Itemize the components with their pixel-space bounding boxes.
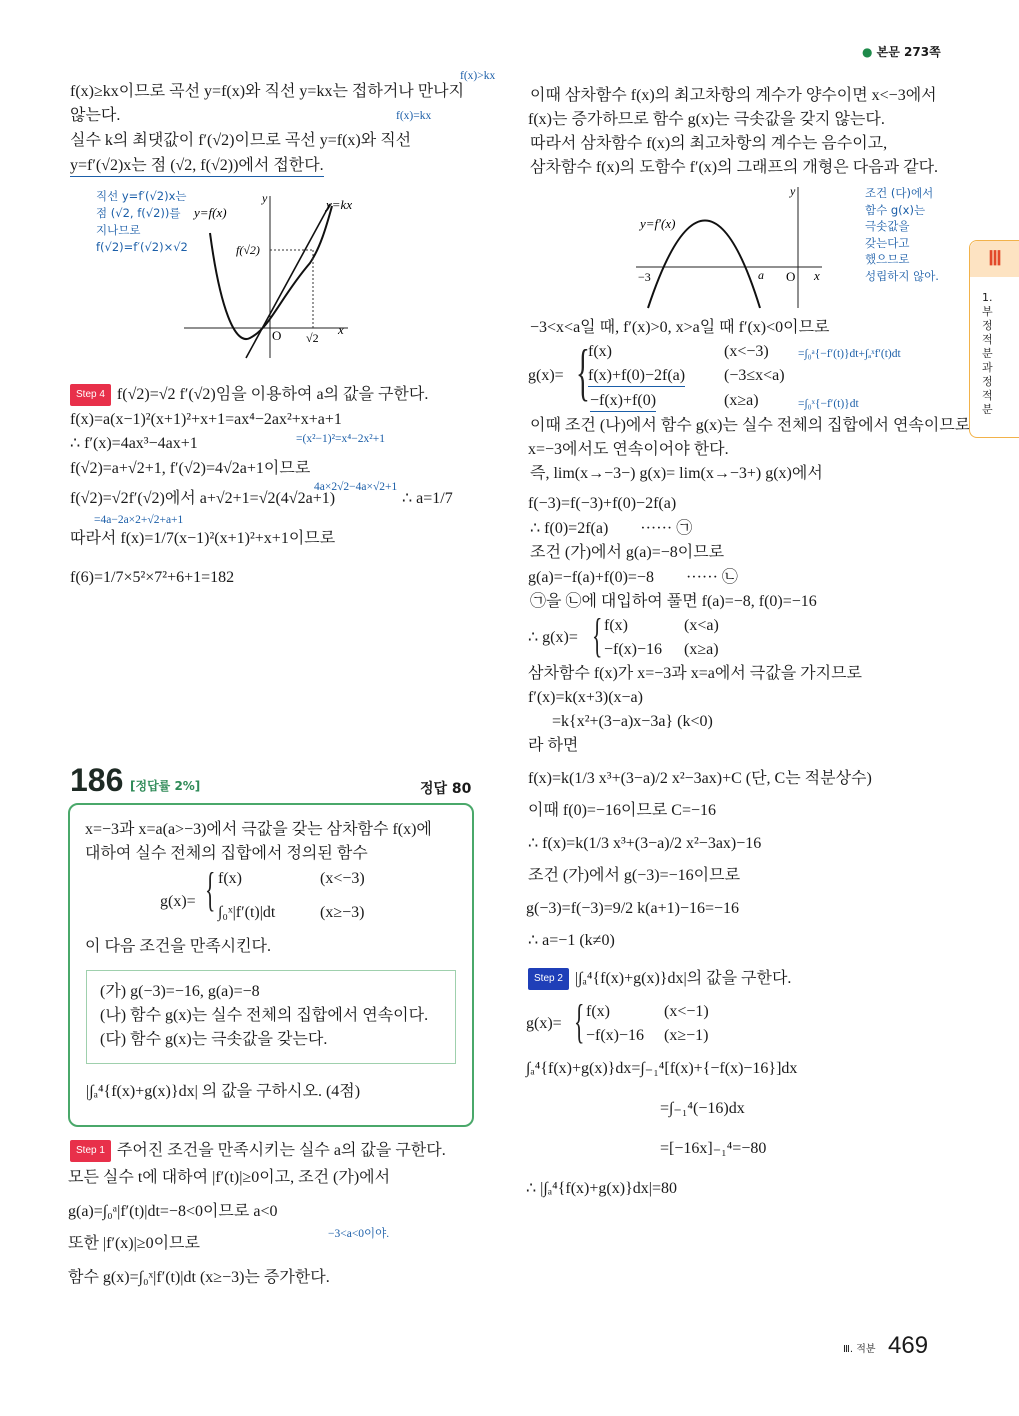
text-line: f(x)는 증가하므로 함수 g(x)는 극솟값을 갖지 않는다. xyxy=(528,111,885,128)
text-line: 이때 f(0)=−16이므로 C=−16 xyxy=(528,802,717,819)
x-tick: −3 xyxy=(638,270,651,284)
note-line: 극솟값을 xyxy=(865,219,910,233)
text-line: f(x)=a(x−1)²(x+1)²+x+1=ax⁴−2ax²+x+a+1 xyxy=(70,411,342,428)
correct-rate: [정답률 2%] xyxy=(130,779,201,793)
text-line: 또한 |f′(x)|≥0이므로 xyxy=(68,1235,200,1252)
text-line: 삼차함수 f(x)가 x=−3과 x=a에서 극값을 가지므로 xyxy=(528,665,862,682)
y-label: y xyxy=(262,191,268,205)
text-line: f(x)≥kx이므로 곡선 y=f(x)와 직선 y=kx는 접하거나 만나지 xyxy=(70,83,465,100)
step1-title: 주어진 조건을 만족시키는 실수 a의 값을 구한다. xyxy=(116,1142,446,1159)
g-case: −f(x)+f(0) xyxy=(590,391,656,412)
note-line: f(√2)=f′(√2)×√2 xyxy=(96,240,188,254)
graph-f-prime xyxy=(636,183,836,313)
text-line: ∴ f′(x)=4ax³−4ax+1 xyxy=(70,435,198,452)
annotation: =∫₀ᵃ{−f′(t)}dt+∫ₐˣf′(t)dt xyxy=(798,348,901,360)
condition: (가) g(−3)=−16, g(a)=−8 xyxy=(100,983,260,1000)
chapter-roman: Ⅲ xyxy=(970,241,1019,277)
page-reference-text: 본문 273쪽 xyxy=(876,45,941,59)
g-case: −f(x)−16 xyxy=(586,1027,645,1044)
graph-f-and-kx xyxy=(180,188,360,363)
text-line: f(√2)=a+√2+1, f′(√2)=4√2a+1이므로 xyxy=(70,460,311,477)
x-tick: √2 xyxy=(306,331,319,345)
problem-text: 대하여 실수 전체의 집합에서 정의된 함수 xyxy=(85,845,368,862)
text-line: 조건 (가)에서 g(a)=−8이므로 xyxy=(530,544,725,561)
g-lhs: g(x)= xyxy=(526,1015,562,1032)
text-line: y=f′(√2)x는 점 (√2, f(√2))에서 접한다. xyxy=(70,156,324,177)
text-line: 라 하면 xyxy=(528,737,579,754)
g-cond: (x<−3) xyxy=(320,870,365,887)
note-line: 조건 (다)에서 xyxy=(865,186,934,200)
problem-number: 186 xyxy=(70,762,124,798)
text-line: 따라서 삼차함수 f(x)의 최고차항의 계수는 음수이고, xyxy=(530,135,888,152)
g-lhs: ∴ g(x)= xyxy=(528,629,578,646)
text-line: g(a)=∫₀ᵃ|f′(t)|dt=−8<0이므로 a<0 xyxy=(68,1203,278,1220)
brace: { xyxy=(576,336,590,407)
text-line: 이때 삼차함수 f(x)의 최고차항의 계수가 양수이면 x<−3에서 xyxy=(530,87,937,104)
text-line: ∴ f(x)=k(1/3 x³+(3−a)/2 x²−3ax)−16 xyxy=(528,835,762,852)
y-label: y xyxy=(790,184,796,198)
curve-f xyxy=(210,206,332,339)
text-line: 삼차함수 f(x)의 도함수 f′(x)의 그래프의 개형은 다음과 같다. xyxy=(530,159,939,176)
g-cond: (x<−1) xyxy=(664,1003,709,1020)
text-line: =k{x²+(3−a)x−3a} (k<0) xyxy=(528,713,713,730)
step2-title: |∫ₐ⁴{f(x)+g(x)}dx|의 값을 구한다. xyxy=(574,970,792,987)
annotation: =∫₀ˣ{−f′(t)}dt xyxy=(798,398,859,410)
condition: (나) 함수 g(x)는 실수 전체의 집합에서 연속이다. xyxy=(100,1007,429,1024)
brace: { xyxy=(592,609,603,662)
text-line: g(a)=−f(a)+f(0)=−8 ······ ㉡ xyxy=(528,569,738,586)
page-number: 469 xyxy=(888,1332,929,1359)
annotation: =(x²−1)²=x⁴−2x²+1 xyxy=(296,433,385,445)
g-lhs: g(x)= xyxy=(528,367,564,384)
g-cond: (x≥−1) xyxy=(664,1027,709,1044)
g-case: f(x) xyxy=(604,617,628,634)
text-line: x=−3에서도 연속이어야 한다. xyxy=(528,441,729,458)
step4-title: f(√2)=√2 f′(√2)임을 이용하여 a의 값을 구한다. xyxy=(116,386,429,403)
text-line: f(x)=k(1/3 x³+(3−a)/2 x²−3ax)+C (단, C는 적분상수) xyxy=(528,770,872,787)
curve-f-prime xyxy=(648,221,760,309)
curve-label: y=f(x) xyxy=(194,205,227,220)
circle-icon: ● xyxy=(862,45,873,59)
annotation: f(x)=kx xyxy=(396,110,432,122)
problem-text: x=−3과 x=a(a>−3)에서 극값을 갖는 삼차함수 f(x)에 xyxy=(85,821,432,838)
g-lhs: g(x)= xyxy=(160,893,196,910)
annotation: f(x)>kx xyxy=(460,70,496,82)
text-line: f′(x)=k(x+3)(x−a) xyxy=(528,689,643,706)
text-line: ∴ |∫ₐ⁴{f(x)+g(x)}dx|=80 xyxy=(526,1180,677,1197)
condition-note xyxy=(865,185,939,284)
chapter-tab[interactable] xyxy=(969,240,1019,438)
note-line: 지나므로 xyxy=(96,223,141,237)
note-line: 했으므로 xyxy=(865,252,910,266)
note-line: 갖는다고 xyxy=(865,235,910,250)
text-line: 않는다. xyxy=(70,107,121,124)
text-line: ∫ₐ⁴{f(x)+g(x)}dx=∫₋₁⁴[f(x)+{−f(x)−16}]dx xyxy=(526,1060,798,1077)
text-line: 즉, lim(x→−3−) g(x)= lim(x→−3+) g(x)에서 xyxy=(530,465,823,482)
brace: { xyxy=(574,995,585,1048)
g-cond: (x<−3) xyxy=(724,343,769,360)
problem-text: 이 다음 조건을 만족시킨다. xyxy=(85,938,272,955)
step2-badge: Step 2 xyxy=(528,968,569,990)
note-line: 직선 y=f′(√2)x는 xyxy=(96,189,187,203)
x-label: x xyxy=(338,322,344,337)
text-line: =[−16x]₋₁⁴=−80 xyxy=(660,1140,767,1157)
text-line: 실수 k의 최댓값이 f′(√2)이므로 곡선 y=f(x)와 직선 xyxy=(70,132,412,149)
condition: (다) 함수 g(x)는 극솟값을 갖는다. xyxy=(100,1031,328,1048)
problem-question: |∫ₐ⁴{f(x)+g(x)}dx| 의 값을 구하시오. (4점) xyxy=(86,1083,361,1100)
text-line: f(√2)=√2f′(√2)에서 a+√2+1=√2(4√2a+1) xyxy=(70,490,336,507)
g-case: f(x) xyxy=(586,1003,610,1020)
g-case: f(x) xyxy=(588,343,612,360)
g-case: f(x)+f(0)−2f(a) xyxy=(588,366,685,387)
x-tick: a xyxy=(758,268,764,282)
text-line: =∫₋₁⁴(−16)dx xyxy=(660,1100,745,1117)
text-line: 이때 조건 (나)에서 함수 g(x)는 실수 전체의 집합에서 연속이므로 xyxy=(530,417,971,434)
note-line: 함수 g(x)는 xyxy=(865,202,926,217)
annotation: =4a−2a×2+√2+a+1 xyxy=(94,514,184,526)
g-cond: (x≥a) xyxy=(724,392,759,409)
g-case: f(x) xyxy=(218,870,242,887)
g-cond: (x≥−3) xyxy=(320,904,365,921)
note-line: 성립하지 않아. xyxy=(865,268,939,283)
chapter-title: 1.부정적분과 정적분 xyxy=(982,291,993,416)
answer: 정답 80 xyxy=(420,781,472,797)
g-cond: (x<a) xyxy=(684,617,719,634)
curve-label: y=f′(x) xyxy=(640,216,676,231)
g-case: −f(x)−16 xyxy=(604,641,663,658)
g-cond: (x≥a) xyxy=(684,641,719,658)
text-line: ∴ a=1/7 xyxy=(402,490,453,507)
step4-heading xyxy=(70,384,428,406)
text-line: g(−3)=f(−3)=9/2 k(a+1)−16=−16 xyxy=(526,900,740,917)
text-line: 모든 실수 t에 대하여 |f′(t)|≥0이고, 조건 (가)에서 xyxy=(68,1169,391,1186)
step2-heading xyxy=(528,968,791,990)
step1-badge: Step 1 xyxy=(70,1140,111,1162)
page-reference xyxy=(862,42,941,62)
tangent-note xyxy=(96,188,188,256)
origin-label: O xyxy=(272,328,282,343)
footer-chapter: Ⅲ. 적분 xyxy=(843,1344,876,1355)
step1-heading xyxy=(70,1140,446,1162)
brace: { xyxy=(205,863,216,916)
line-label: y=kx xyxy=(326,197,353,212)
text-line: 따라서 f(x)=1/7(x−1)²(x+1)²+x+1이므로 xyxy=(70,530,336,547)
text-line: 함수 g(x)=∫₀ˣ|f′(t)|dt (x≥−3)는 증가한다. xyxy=(68,1269,330,1286)
step4-badge: Step 4 xyxy=(70,384,111,406)
x-label: x xyxy=(814,268,820,283)
note-line: 점 (√2, f(√2))를 xyxy=(96,206,181,220)
text-line: 조건 (가)에서 g(−3)=−16이므로 xyxy=(528,867,741,884)
annotation: 4a×2√2−4a×√2+1 xyxy=(314,481,398,493)
origin-label: O xyxy=(786,269,796,284)
y-tick: f(√2) xyxy=(236,243,260,257)
annotation: −3<a<0이야. xyxy=(328,1228,390,1240)
g-case: ∫₀ˣ|f′(t)|dt xyxy=(218,904,276,921)
text-line: ㉠을 ㉡에 대입하여 풀면 f(a)=−8, f(0)=−16 xyxy=(530,593,817,610)
text-line: f(6)=1/7×5²×7²+6+1=182 xyxy=(70,569,235,586)
text-line: ∴ a=−1 (k≠0) xyxy=(528,932,615,949)
text-line: −3<x<a일 때, f′(x)>0, x>a일 때 f′(x)<0이므로 xyxy=(530,319,830,336)
text-line: f(−3)=f(−3)+f(0)−2f(a) xyxy=(528,495,677,512)
g-cond: (−3≤x<a) xyxy=(724,367,785,384)
text-line: ∴ f(0)=2f(a) ······ ㉠ xyxy=(530,520,693,537)
